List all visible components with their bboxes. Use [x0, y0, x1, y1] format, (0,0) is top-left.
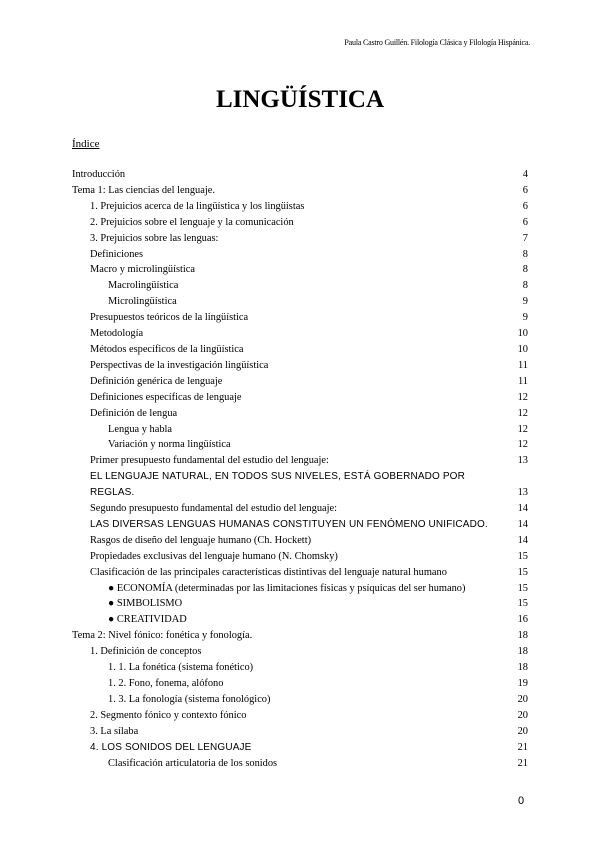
toc-entry-title: Presupuestos teóricos de la lingüística [90, 312, 249, 324]
toc-entry-page: 6 [522, 184, 528, 196]
toc-entry[interactable] [72, 756, 528, 772]
toc-entry-title: Definición de lengua [90, 407, 178, 419]
toc-entry[interactable] [72, 374, 528, 390]
toc-entry-title: 1. 3. La fonología (sistema fonológico) [108, 693, 271, 705]
toc-entry[interactable] [72, 294, 528, 310]
toc-entry-page: 14 [517, 518, 528, 530]
toc-entry-title: Métodos específicos de la lingüística [90, 343, 244, 355]
toc-entry[interactable] [72, 517, 528, 533]
toc-entry-title: LAS DIVERSAS LENGUAS HUMANAS CONSTITUYEN UN FENÓMENO UNIFICADO. [90, 518, 488, 530]
toc-entry[interactable] [72, 596, 528, 612]
toc-entry[interactable] [72, 278, 528, 294]
toc-entry-title: ● CREATIVIDAD [108, 614, 187, 626]
toc-entry-page: 9 [522, 312, 528, 324]
toc-entry[interactable] [72, 262, 528, 278]
toc-entry-page: 12 [517, 391, 528, 403]
toc-entry-title: Clasificación articulatoria de los sonidos [108, 757, 278, 769]
toc-entry-title: Macro y microlingüística [90, 264, 196, 276]
toc-entry-page: 12 [517, 439, 528, 451]
toc-entry-page: 12 [517, 407, 528, 419]
toc-entry-title: EL LENGUAJE NATURAL, EN TODOS SUS NIVELES, ESTÁ GOBERNADO POR REGLAS. [90, 471, 465, 499]
toc-entry[interactable] [72, 437, 528, 453]
toc-entry-title: 3. La sílaba [90, 725, 139, 737]
toc-entry-title: 4. LOS SONIDOS DEL LENGUAJE [90, 741, 252, 753]
toc-entry[interactable] [72, 422, 528, 438]
toc-entry-page: 11 [517, 359, 528, 371]
toc-entry[interactable] [72, 692, 528, 708]
toc-entry-page: 15 [517, 582, 528, 594]
toc-entry-title: 2. Segmento fónico y contexto fónico [90, 709, 247, 721]
toc-entry-title: 1. Definición de conceptos [90, 646, 202, 658]
toc-entry-title: ● ECONOMÍA (determinadas por las limitaciones físicas y psíquicas del ser humano) [108, 582, 466, 594]
toc-entry-title: Definición genérica de lenguaje [90, 375, 223, 387]
toc-entry[interactable] [72, 644, 528, 660]
toc-entry-page: 18 [517, 646, 528, 658]
toc-entry-title: 1. 1. La fonética (sistema fonético) [108, 662, 254, 674]
toc-entry[interactable] [72, 533, 528, 549]
toc-entry[interactable] [72, 549, 528, 565]
toc-entry-title: Definiciones [90, 248, 144, 260]
toc-entry-title: Perspectivas de la investigación lingüística [90, 359, 269, 371]
toc-entry[interactable] [72, 708, 528, 724]
toc-entry[interactable] [72, 183, 528, 199]
toc-entry-title: 3. Prejuicios sobre las lenguas: [90, 232, 219, 244]
toc-entry-page: 6 [522, 216, 528, 228]
index-heading: Índice [72, 138, 100, 150]
toc-entry-page: 19 [517, 678, 528, 689]
toc-entry-title: Propiedades exclusivas del lenguaje humano (N. Chomsky) [90, 550, 338, 562]
toc-entry-title: 1. 2. Fono, fonema, alófono [108, 678, 224, 689]
toc-entry-page: 13 [517, 487, 528, 499]
toc-entry[interactable] [72, 406, 528, 422]
toc-entry-title: Tema 1: Las ciencias del lenguaje. [72, 184, 215, 196]
toc-entry[interactable] [72, 310, 528, 326]
table-of-contents [72, 167, 528, 771]
toc-entry-page: 14 [517, 503, 528, 515]
toc-entry[interactable] [72, 612, 528, 628]
toc-entry-title: Microlingüística [108, 296, 177, 308]
toc-entry-page: 20 [517, 709, 528, 721]
toc-entry-title: Variación y norma lingüística [108, 439, 231, 451]
toc-entry[interactable] [72, 676, 528, 692]
toc-entry-title: Tema 2: Nivel fónico: fonética y fonología. [72, 630, 253, 642]
toc-entry-page: 18 [517, 662, 528, 674]
toc-entry[interactable] [72, 167, 528, 183]
header-note: Paula Castro Guillén. Filología Clásica y Filología Hispánica. [344, 38, 530, 47]
toc-entry-title: Macrolingüística [108, 280, 179, 292]
toc-entry[interactable] [72, 740, 528, 756]
toc-entry-title: Metodología [90, 328, 144, 340]
toc-entry[interactable] [72, 453, 528, 469]
toc-entry-title: Segundo presupuesto fundamental del estudio del lenguaje: [90, 503, 338, 515]
toc-entry[interactable] [72, 724, 528, 740]
toc-entry-page: 20 [517, 693, 528, 705]
toc-entry[interactable] [72, 215, 528, 231]
toc-entry-page: 15 [517, 550, 528, 562]
toc-entry-page: 8 [522, 264, 528, 276]
toc-entry-page: 15 [517, 598, 528, 610]
toc-entry[interactable] [72, 358, 528, 374]
toc-entry-page: 10 [517, 328, 528, 340]
toc-entry-page: 10 [517, 343, 528, 355]
toc-entry-page: 21 [517, 757, 528, 769]
toc-entry[interactable] [72, 326, 528, 342]
toc-entry[interactable] [72, 581, 528, 597]
toc-entry-page: 12 [517, 423, 528, 435]
page-number: 0 [518, 795, 525, 807]
page-title: LINGÜÍSTICA [215, 86, 385, 113]
toc-entry-page: 7 [522, 232, 528, 244]
toc-entry-title: ● SIMBOLISMO [108, 598, 183, 610]
toc-entry-page: 8 [522, 248, 528, 260]
toc-entry-title: 1. Prejuicios acerca de la lingüística y los lingüistas [90, 200, 305, 212]
toc-entry-page: 13 [517, 455, 528, 467]
toc-entry[interactable] [72, 247, 528, 263]
toc-entry-title: Primer presupuesto fundamental del estudio del lenguaje: [90, 455, 329, 467]
toc-entry-page: 15 [517, 566, 528, 578]
toc-entry[interactable] [72, 628, 528, 644]
toc-entry[interactable] [72, 199, 528, 215]
toc-entry-page: 21 [517, 741, 528, 753]
toc-entry-title: Lengua y habla [108, 423, 173, 435]
toc-entry-title: Introducción [72, 169, 126, 180]
toc-entry[interactable] [72, 390, 528, 406]
toc-entry-page: 14 [517, 534, 528, 546]
toc-entry-page: 9 [522, 296, 528, 308]
toc-entry[interactable] [72, 660, 528, 676]
toc-entry-title: Definiciones específicas de lenguaje [90, 391, 242, 403]
toc-entry-title: Clasificación de las principales características distintivas del lenguaje natural humano [90, 566, 447, 578]
toc-entry[interactable] [72, 231, 528, 247]
toc-entry-page: 6 [522, 200, 528, 212]
toc-entry[interactable] [72, 469, 528, 501]
toc-entry-page: 16 [517, 614, 528, 626]
toc-entry[interactable] [72, 342, 528, 358]
toc-entry-page: 8 [522, 280, 528, 292]
toc-entry-title: Rasgos de diseño del lenguaje humano (Ch. Hockett) [90, 534, 312, 546]
toc-entry-page: 18 [517, 630, 528, 642]
toc-entry[interactable] [72, 565, 528, 581]
toc-entry-title: 2. Prejuicios sobre el lenguaje y la comunicación [90, 216, 294, 228]
toc-entry-page: 11 [517, 375, 528, 387]
toc-entry[interactable] [72, 501, 528, 517]
toc-entry-page: 20 [517, 725, 528, 737]
toc-entry-page: 4 [522, 169, 528, 180]
